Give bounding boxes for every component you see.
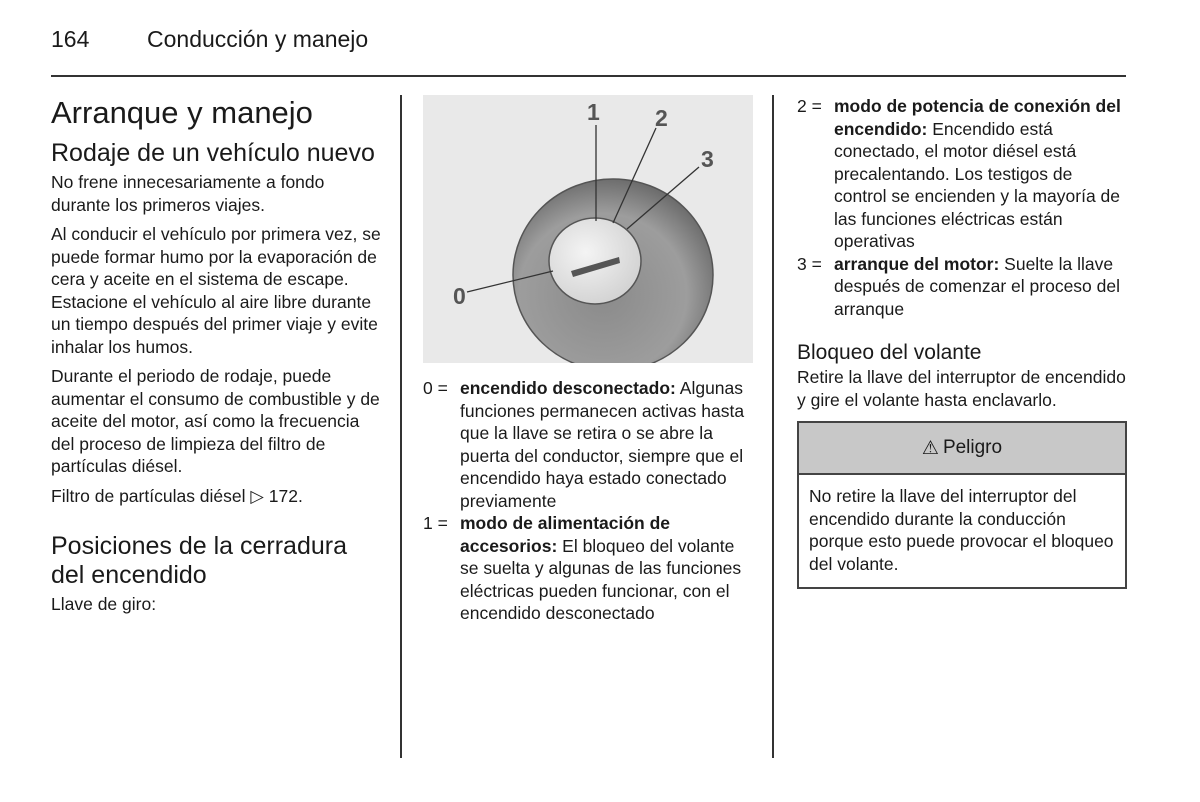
danger-box [797, 421, 1127, 589]
position-term: modo de potencia de conexión del encendido: [834, 96, 1121, 139]
chapter-title: Conducción y manejo [147, 26, 369, 52]
position-text: Algunas funciones permanecen activas hasta que la llave se retira o se abre la puerta del conductor, siempre que el encendido haya estado conectado previamente [460, 378, 745, 511]
position-label-2: 2 [655, 105, 668, 131]
lock-cylinder [549, 218, 641, 304]
position-description [834, 253, 1127, 321]
section-heading-rodaje: Rodaje de un vehículo nuevo [51, 139, 375, 167]
position-description [460, 512, 753, 625]
danger-header [799, 423, 1125, 475]
paragraph: Al conducir el vehículo por primera vez, se puede formar humo por la evaporación de cera y aceite en el sistema de escape. Estacione el vehículo al aire libre durante un tiempo después del primer viaje y evite inhalar los humos. [51, 224, 381, 357]
column-divider-left [400, 95, 402, 758]
reference-page[interactable]: 172. [268, 485, 303, 506]
page-number: 164 [51, 26, 90, 52]
section-heading-posiciones: Posiciones de la cerradura del encendido [51, 532, 347, 589]
warning-triangle-icon: ⚠ [921, 437, 939, 459]
paragraph: Retire la llave del interruptor de encendido y gire el volante hasta enclavarlo. [797, 367, 1126, 410]
position-text: El bloqueo del volante se suelta y algunas de las funciones eléctricas pueden funcionar, con el encendido desconectado [460, 535, 742, 623]
section-heading-bloqueo: Bloqueo del volante [797, 341, 982, 364]
position-description [460, 377, 753, 512]
paragraph: No frene innecesariamente a fondo durante los primeros viajes. [51, 172, 325, 215]
position-key: 1 = [423, 513, 448, 533]
reference-text: Filtro de partículas diésel [51, 485, 246, 506]
danger-title: Peligro [942, 437, 1003, 458]
position-term: encendido desconectado: [460, 378, 676, 398]
list-item [797, 95, 1127, 253]
reference-arrow-icon: ▷ [250, 485, 264, 506]
list-item [423, 377, 753, 512]
cross-reference [51, 485, 386, 508]
column-right [797, 95, 1127, 589]
danger-text: No retire la llave del interruptor del encendido durante la conducción porque esto puede provocar el bloqueo del volante. [809, 486, 1114, 574]
column-middle [423, 95, 753, 625]
position-list [423, 377, 753, 625]
paragraph: Durante el periodo de rodaje, puede aumentar el consumo de combustible y de aceite del motor, así como la frecuencia del proceso de limpieza del filtro de partículas diésel. [51, 366, 380, 476]
list-item [423, 512, 753, 625]
ignition-lock-figure [423, 95, 753, 363]
position-key: 0 = [423, 378, 448, 398]
header-rule [51, 75, 1126, 77]
position-text: Suelte la llave después de comenzar el proceso del arranque [834, 253, 1121, 319]
position-text: Encendido está conectado, el motor diésel está precalentando. Los testigos de control se encienden y la mayoría de las funciones eléctricas están operativas [834, 118, 1120, 251]
paragraph: Llave de giro: [51, 594, 157, 614]
page-title: Arranque y manejo [51, 95, 313, 130]
column-left [51, 95, 386, 623]
column-divider-right [772, 95, 774, 758]
position-key: 2 = [797, 96, 822, 116]
position-key: 3 = [797, 253, 822, 274]
position-term: arranque del motor: [834, 253, 1000, 274]
position-label-3: 3 [701, 146, 714, 172]
position-label-0: 0 [453, 283, 466, 309]
ignition-lock-illustration [423, 95, 753, 363]
position-term: modo de alimentación de accesorios: [460, 513, 671, 556]
position-list-continued [797, 95, 1127, 320]
position-description [834, 95, 1127, 253]
list-item [797, 253, 1127, 321]
position-label-1: 1 [587, 99, 600, 125]
